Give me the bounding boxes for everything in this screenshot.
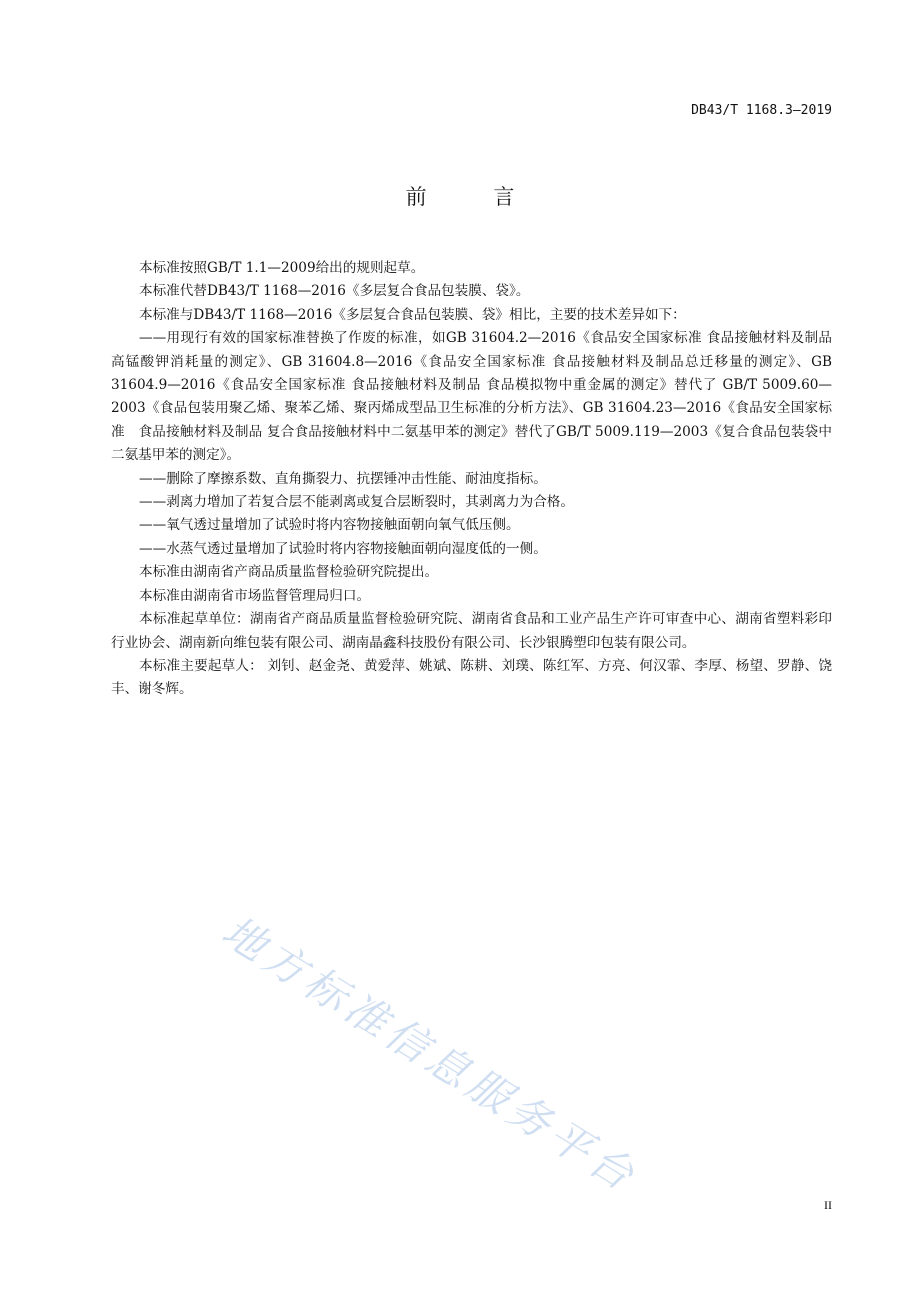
- watermark: 地方标准信息服务平台: [213, 906, 647, 1203]
- paragraph-drafting-rules: 本标准按照GB/T 1.1—2009给出的规则起草。: [139, 260, 425, 276]
- paragraph-proposer: 本标准由湖南省产商品质量监督检验研究院提出。: [139, 564, 439, 581]
- page-number: II: [824, 1198, 832, 1212]
- paragraph-replaces: 本标准代替DB43/T 1168—2016《多层复合食品包装膜、袋》。: [139, 283, 530, 300]
- paragraph-difference-oxygen: ——氧气透过量增加了试验时将内容物接触面朝向氧气低压侧。: [139, 517, 520, 534]
- paragraph-difference-deleted: ——删除了摩擦系数、直角撕裂力、抗摆锤冲击性能、耐油度指标。: [139, 470, 547, 487]
- paragraph-differences-intro: 本标准与DB43/T 1168—2016《多层复合食品包装膜、袋》相比，主要的技术差异如下：: [139, 306, 686, 323]
- paragraph-administrator: 本标准由湖南省市场监督管理局归口。: [139, 587, 371, 604]
- paragraph-drafting-units: 本标准起草单位：湖南省产商品质量监督检验研究院、湖南省食品和工业产品生产许可审查中心、湖南省塑料彩印行业协会、湖南新向维包装有限公司、湖南晶鑫科技股份有限公司、长沙银腾塑印包装有限公司。: [111, 611, 832, 651]
- standard-code: DB43/T 1168.3—2019: [691, 103, 832, 118]
- paragraph-difference-vapor: ——水蒸气透过量增加了试验时将内容物接触面朝向湿度低的一侧。: [139, 540, 547, 557]
- paragraph-drafters: 本标准主要起草人： 刘钊、赵金尧、黄爱萍、姚斌、陈耕、刘璞、陈红军、方亮、何汉霏、李厚、杨望、罗静、饶丰、谢冬辉。: [111, 657, 832, 698]
- paragraph-difference-peel: ——剥离力增加了若复合层不能剥离或复合层断裂时，其剥离力为合格。: [139, 494, 574, 511]
- foreword-body: [111, 257, 832, 702]
- paragraph-difference-standards: ——用现行有效的国家标准替换了作废的标准，如GB 31604.2—2016《食品安全国家标准 食品接触材料及制品 高锰酸钾消耗量的测定》、GB 31604.8—2016《食品安全国家标准 食品接触材料及制品总迁移量的测定》、GB 31604.9—2016《食品安全国家标准 食品接触材料及制品 食品模拟物中重金属的测定》替代了 GB/T 5009.60—2003《食品包装用聚乙烯、聚苯乙烯、聚丙烯成型品卫生标准的分析方法》、GB 31604.23—2016《食品安全国家标准 食品接触材料及制品 复合食品接触材料中二氨基甲苯的测定》替代了GB/T 5009.119—2003《复合食品包装袋中二氨基甲苯的测定》。: [111, 330, 832, 464]
- page-title: 前 言: [405, 185, 545, 209]
